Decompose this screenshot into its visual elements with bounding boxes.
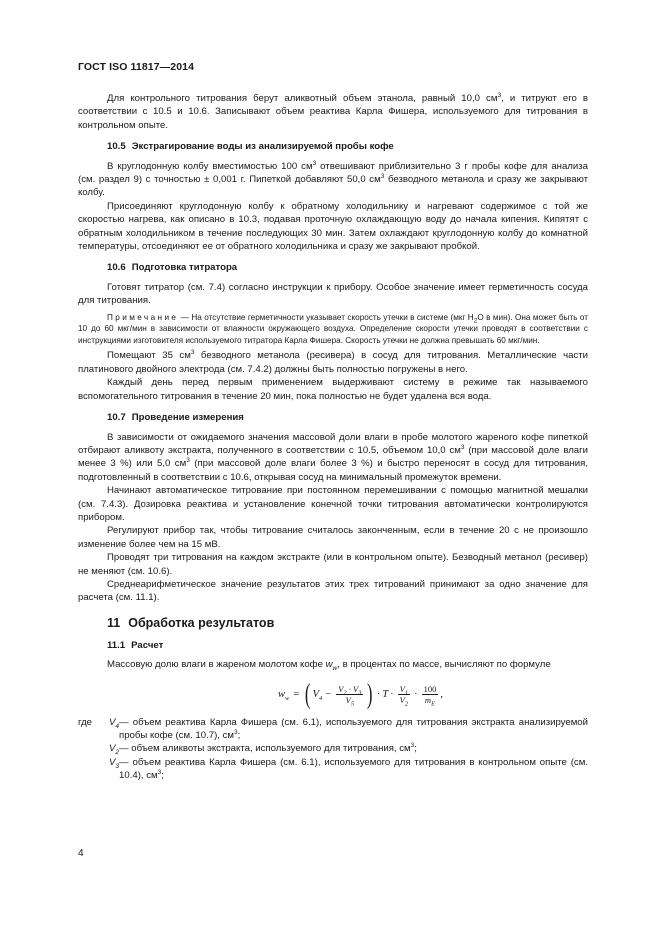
document-header: ГОСТ ISO 11817—2014 <box>78 61 195 73</box>
section-11-1-heading <box>107 639 588 652</box>
section-10-6-heading <box>107 261 588 274</box>
section-title: Проведение измерения <box>131 412 244 424</box>
symbol-ww: $w_w$ <box>325 659 338 673</box>
moisture-formula: $w_w$ = ( $V_4$ − $\frac{V_2 \cdot V_3}{V_5}$ ) · T · $\frac{V_1}{V_2}$ · $\frac{100}{m_E}$ , <box>278 678 443 710</box>
definition-row: $V_3$ — объем реактива Карла Фишера (см. 6.1), используемого для титрования в контрольном опыте (см. 10.4), $см^3$; <box>109 756 588 782</box>
paragraph: Готовят титратор (см. 7.4) согласно инструкции к прибору. Особое значение имеет герметичность сосуда для титрования. <box>78 281 588 307</box>
section-number: 10.5 <box>107 141 126 153</box>
note-label: Примечание <box>107 312 179 322</box>
section-number: 10.6 <box>107 262 126 274</box>
section-title: Подготовка титратора <box>131 262 238 274</box>
section-number: 10.7 <box>107 412 126 424</box>
section-title: Обработка результатов <box>128 615 275 630</box>
where-label: где <box>78 716 93 728</box>
definition-row: где $V_4$ — объем реактива Карла Фишера (см. 6.1), используемого для титрования экстракта анализируемой пробы кофе (см. 10.7), $см^3$; <box>78 716 588 741</box>
paragraph: В зависимости от ожидаемого значения массовой доли влаги в пробе молотого жареного кофе пипеткой отбирают аликвоту экстракта, полученного в соответствии с 10.5, объемом 10,0 $см^3$ (при массовой доле влаги менее 3 %) или 5,0 $см^3$ (при массовой доле влаги более 3 %) и быстро переносят в сосуд для титрования, подготовленный в соответствии с 10.6, открывая сосуд на минимальный промежуток времени. <box>78 431 588 483</box>
paragraph: Помещают 35 $см^3$ безводного метанола (ресивера) в сосуд для титрования. Металлические части платинового двойного электрода (см. 7.4.2) должны быть полностью погружены в него. <box>78 349 588 375</box>
intro-paragraph: Для контрольного титрования берут аликвотный объем этанола, равный 10,0 $см^3$, и титруют его в соответствии с 10.5 и 10.6. Записывают объем реактива Карла Фишера, используемого для титрования в контрольном опыте. <box>78 91 589 131</box>
section-10-5-heading <box>107 140 588 153</box>
page-body <box>78 92 588 783</box>
definition-row: $V_2$ — объем аликвоты экстракта, используемого для титрования, $см^3$; <box>109 742 417 757</box>
paragraph: Регулируют прибор так, чтобы титрование считалось законченным, если в течение 20 с не произошло изменение более чем на 15 мВ. <box>78 525 588 550</box>
paragraph: Начинают автоматическое титрование при постоянном перемешивании с помощью магнитной мешалки (см. 7.4.3). Дозировка реактива и установление конечной точки титрования автоматически контролируются прибором. <box>78 485 588 523</box>
note-text: — На отсутствие герметичности указывает скорость утечки в системе (мкг $H_2O$ в мин). Она может быть от 10 до 60 мкг/мин в зависимости от влажности окружающего воздуха. Определение скорости утечки проводят в соответствии с инструкциями изготовителя используемого титратора Карла Фишера. Скорость утечки не должна превышать 60 мкг/мин. <box>78 312 588 345</box>
section-11-heading <box>107 615 588 631</box>
section-number: 11.1 <box>107 639 126 651</box>
paragraph: Среднеарифметическое значение результатов этих трех титрований принимают за одно значение для расчета (см. 11.1). <box>78 578 588 604</box>
paragraph: В круглодонную колбу вместимостью 100 $см^3$ отвешивают приблизительно 3 г пробы кофе для анализа (см. раздел 9) с точностью ± 0,001 г. Пипеткой добавляют 50,0 $см^3$ безводного метанола и сразу же закрывают колбу. <box>78 159 589 199</box>
section-10-7-heading <box>107 411 588 424</box>
paragraph: Массовую долю влаги в жареном молотом кофе $w_w$, в процентах по массе, вычисляют по формуле <box>107 659 551 673</box>
paragraph: Проводят три титрования на каждом экстракте (или в контрольном опыте). Безводный метанол (ресивер) не меняют (см. 10.6). <box>78 552 588 577</box>
paragraph: Присоединяют круглодонную колбу к обратному холодильнику и нагревают содержимое с той же скоростью нагрева, как описано в 10.3, подавая проточную охлаждающую воду до начала кипения. Кипятят с обратным холодильником в течение последующих 30 мин. Затем охлаждают круглодонную колбу до комнатной температуры, отсоединяют ее от обратного холодильника и сразу же закрывают пробкой. <box>78 200 588 253</box>
variable-definitions <box>78 716 588 783</box>
paragraph: Каждый день перед первым применением выдерживают систему в режиме так называемого вспомогательного титрования в течение 20 мин, пока полностью не будет удалена вся вода. <box>78 377 588 402</box>
section-title: Расчет <box>131 639 164 651</box>
section-title: Экстрагирование воды из анализируемой пробы кофе <box>131 141 394 153</box>
page-number: 4 <box>78 848 84 859</box>
section-number: 11 <box>107 615 121 630</box>
note <box>78 312 588 347</box>
